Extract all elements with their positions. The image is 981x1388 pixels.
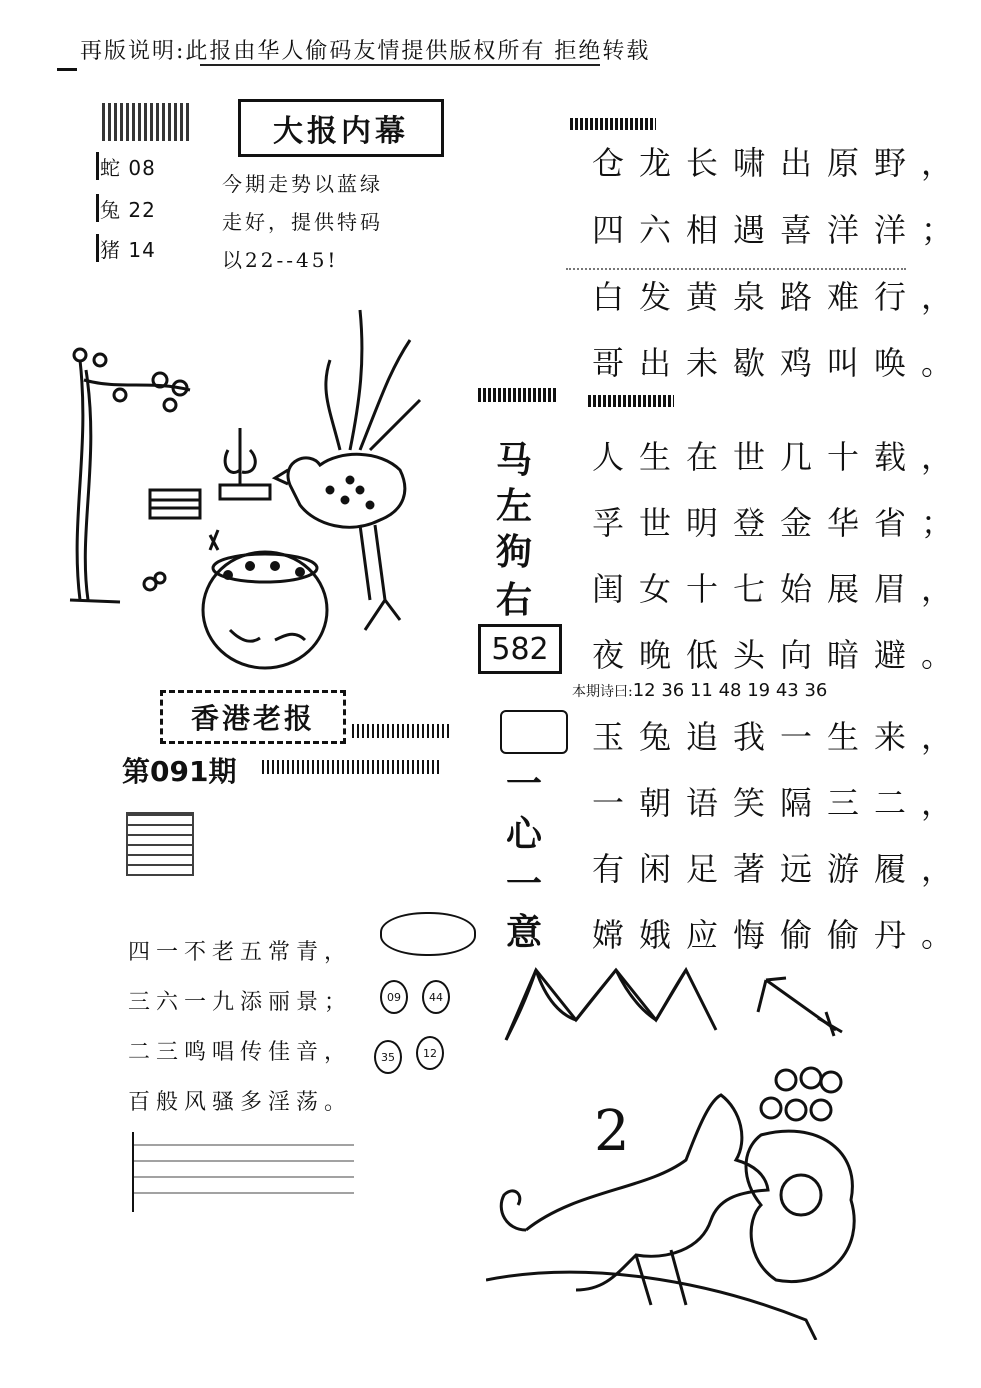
- bottom-poem-line: 三六一九添丽景；: [128, 990, 353, 1015]
- poem2-tag-scribble: [588, 395, 674, 407]
- title-stamp: 大报内幕: [238, 99, 444, 157]
- poem3-line: 玉兔追我一生来，: [592, 718, 969, 756]
- middle-char: 左: [496, 485, 533, 527]
- poem3-line: 一朝语笑隔三二，: [592, 784, 969, 822]
- zodiac-animal: 兔: [100, 198, 121, 222]
- middle-char: 心: [506, 813, 543, 855]
- period-label: 第091期: [122, 755, 237, 788]
- illustration-numeral: 2: [594, 1099, 630, 1164]
- poem-numbers-label: 本期诗曰:: [572, 684, 633, 700]
- middle-char: 狗: [496, 531, 533, 573]
- poem2-line: 孚世明登金华省；: [592, 504, 969, 542]
- bottom-poem: [128, 928, 352, 1128]
- pig-tag-stamp: [500, 710, 568, 754]
- zodiac-number-box: [100, 100, 196, 270]
- bottom-poem-line: 百般风骚多淫荡。: [128, 1090, 353, 1115]
- rooster-fishbowl-illustration: [60, 300, 440, 680]
- brand-stamp: 香港老报: [160, 690, 346, 744]
- handwritten-scribble: [134, 1136, 354, 1208]
- bottom-poem-line: 二三鸣唱传佳音，: [128, 1040, 353, 1065]
- dotted-divider: [566, 268, 906, 271]
- period-note-scribble: [262, 760, 442, 774]
- poem1-line: 仓龙长啸出原野，: [592, 144, 969, 182]
- trend-line: 走好，提供特码: [222, 210, 383, 234]
- number-ball: 12: [416, 1036, 444, 1070]
- brand-note-scribble: [352, 724, 452, 738]
- zodiac-row: [100, 234, 156, 263]
- header-corner-mark: [57, 68, 77, 71]
- number-ball: 09: [380, 980, 408, 1014]
- poem3-line: 有闲足著远游履，: [592, 850, 969, 888]
- number-ball: 44: [422, 980, 450, 1014]
- bottom-poem-line: 四一不老五常青，: [128, 940, 353, 965]
- poem1-line: 哥出未歇鸡叫唤。: [592, 344, 969, 382]
- small-stamp: [126, 812, 194, 876]
- zodiac-row: [100, 194, 156, 223]
- poem1-line: 白发黄泉路难行，: [592, 278, 969, 316]
- middle-tag-scribble: [478, 388, 558, 402]
- header-underline: [200, 64, 600, 66]
- poem1-tag-scribble: [570, 118, 656, 130]
- oval-label-stamp: [380, 912, 476, 956]
- zodiac-number: 22: [128, 198, 156, 222]
- middle-char: 意: [506, 911, 543, 953]
- poem2-line: 夜晚低头向暗避。: [592, 636, 969, 674]
- trend-line: 今期走势以蓝绿: [222, 172, 383, 196]
- poem1-line: 四六相遇喜洋洋；: [592, 211, 969, 249]
- zodiac-row: [100, 152, 156, 181]
- number-ball: 35: [374, 1040, 402, 1074]
- zodiac-number: 14: [128, 238, 156, 262]
- scribble-border: [132, 1132, 134, 1212]
- zodiac-animal: 猪: [100, 238, 121, 262]
- cat-bowl-illustration: [486, 960, 916, 1340]
- poem3-line: 嫦娥应悔偷偷丹。: [592, 916, 969, 954]
- middle-char: 一: [506, 863, 543, 905]
- middle-char: 一: [506, 763, 543, 805]
- poem2-line: 闺女十七始展眉，: [592, 570, 969, 608]
- trend-text: [222, 165, 452, 279]
- middle-char: 马: [496, 439, 533, 481]
- zodiac-number: 08: [128, 156, 156, 180]
- poem-numbers: [572, 680, 827, 701]
- trend-line: 以22--45!: [222, 248, 339, 272]
- poem-numbers-values: 12 36 11 48 19 43 36: [632, 680, 828, 701]
- zodiac-animal: 蛇: [100, 156, 121, 180]
- poem2-line: 人生在世几十载，: [592, 438, 969, 476]
- special-number-box: 582: [478, 624, 562, 674]
- header-notice: 再版说明:此报由华人偷码友情提供版权所有 拒绝转载: [80, 39, 651, 64]
- middle-char: 右: [496, 579, 533, 621]
